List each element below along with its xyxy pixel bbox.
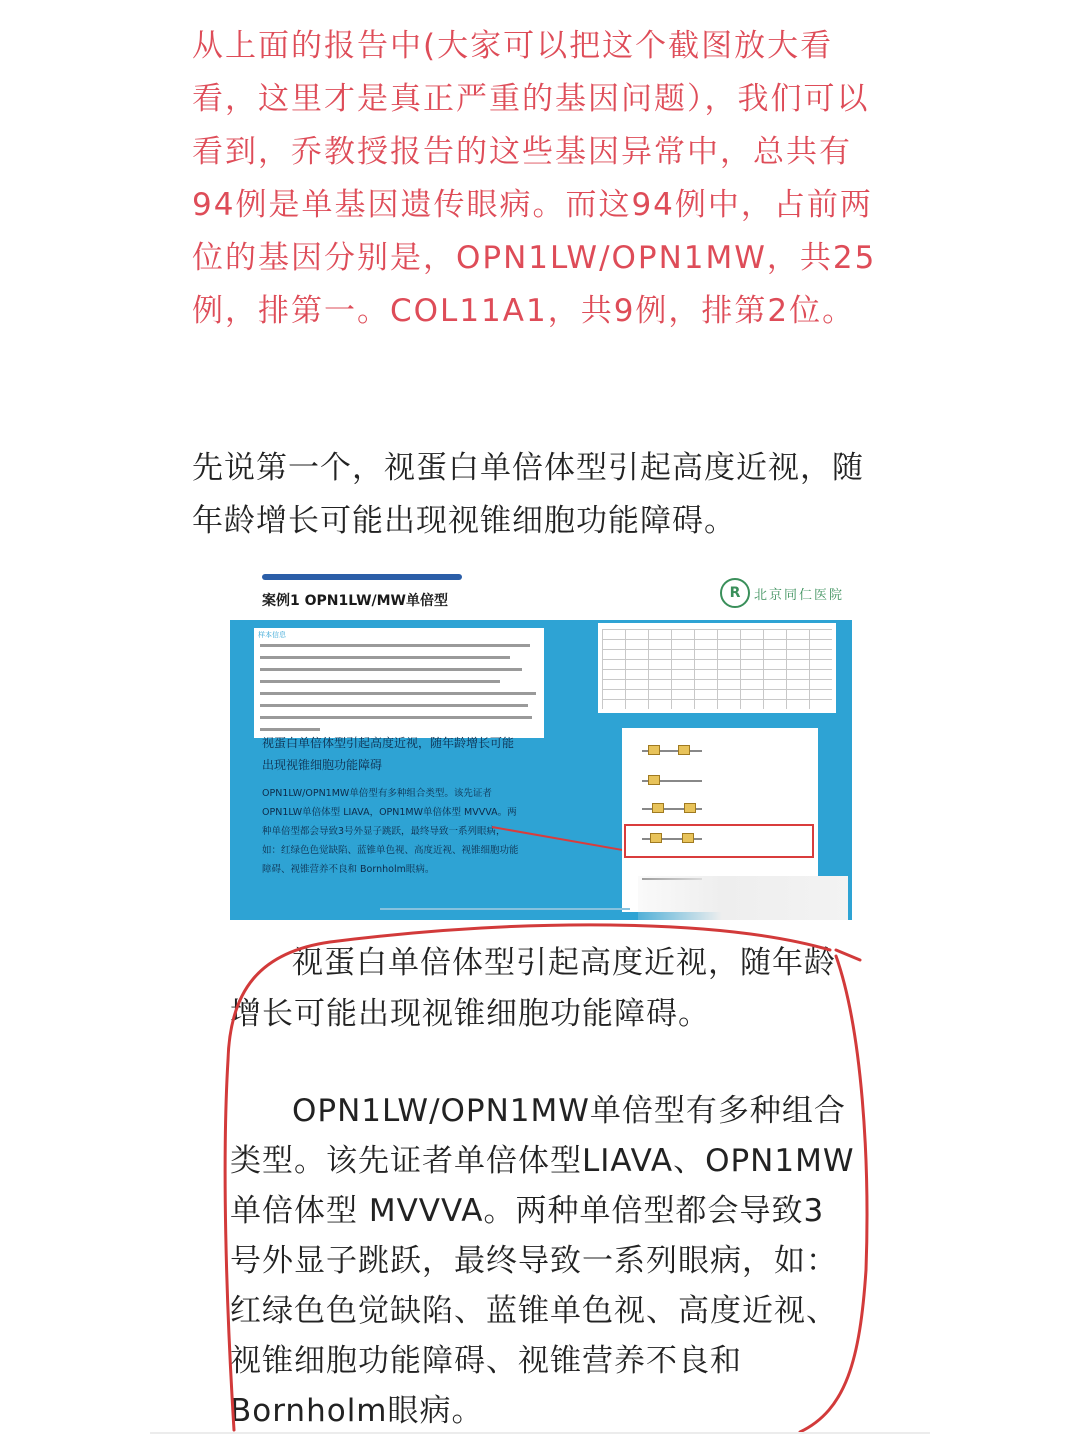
sample-info-box <box>254 628 544 738</box>
sample-info-line <box>260 680 500 683</box>
sample-info-line <box>260 716 532 719</box>
blurred-region <box>638 876 848 920</box>
hospital-logo-icon: R <box>720 578 750 608</box>
report-slide-image[interactable] <box>230 570 852 920</box>
diagram-highlight-box <box>624 824 814 858</box>
slide-reference-line <box>380 908 630 910</box>
lead-paragraph: 先说第一个，视蛋白单倍体型引起高度近视，随年龄增长可能出现视锥细胞功能障碍。 <box>192 450 864 539</box>
zoomed-body: OPN1LW/OPN1MW单倍型有多种组合类型。该先证者单倍体型LIAVA、OPN1MW单倍体型 MVVVA。两种单倍型都会导致3号外显子跳跃，最终导致一系列眼病，如：红绿色色觉缺陷、蓝锥单色视、高度近视、视锥细胞功能障碍、视锥营养不良和Bornholm眼病。 <box>230 1093 855 1429</box>
sample-info-line <box>260 656 510 659</box>
sample-info-line <box>260 692 536 695</box>
slide-body-text: OPN1LW/OPN1MW单倍型有多种组合类型。该先证者OPN1LW单倍体型 LIAVA，OPN1MW单倍体型 MVVVA。两种单倍型都会导致3号外显子跳跃，最终导致一系列眼病，如：红绿色色觉缺陷、蓝锥单色视、高度近视、视锥细胞功能障碍、视锥营养不良和 Bornholm眼病。 <box>262 788 519 875</box>
slide-title: 案例1 OPN1LW/MW单倍型 <box>262 593 448 609</box>
sample-info-line <box>260 728 320 731</box>
diagram-gene <box>648 745 660 755</box>
diagram-gene <box>678 745 690 755</box>
table-grid <box>602 629 832 709</box>
slide-accent-bar <box>262 574 462 580</box>
sample-info-line <box>260 644 530 647</box>
diagram-gene <box>648 775 660 785</box>
hospital-name: 北京同仁医院 <box>754 588 845 603</box>
slide-heading: 视蛋白单倍体型引起高度近视，随年龄增长可能出现视锥细胞功能障碍 <box>262 736 515 772</box>
sample-info-line <box>260 704 528 707</box>
zoomed-heading: 视蛋白单倍体型引起高度近视，随年龄增长可能出现视锥细胞功能障碍。 <box>230 945 836 1032</box>
slide-content-area <box>230 620 852 920</box>
sample-info-line <box>260 668 522 671</box>
sample-info-heading: 样本信息 <box>258 631 286 639</box>
haplotype-table <box>598 623 836 713</box>
diagram-gene <box>652 803 664 813</box>
diagram-gene <box>684 803 696 813</box>
bottom-divider <box>150 1432 930 1434</box>
intro-paragraph: 从上面的报告中(大家可以把这个截图放大看看，这里才是真正严重的基因问题），我们可以看到，乔教授报告的这些基因异常中，总共有94例是单基因遗传眼病。而这94例中，占前两位的基因分别是，OPN1LW/OPN1MW，共25例，排第一。COL11A1，共9例，排第2位。 <box>192 28 877 329</box>
